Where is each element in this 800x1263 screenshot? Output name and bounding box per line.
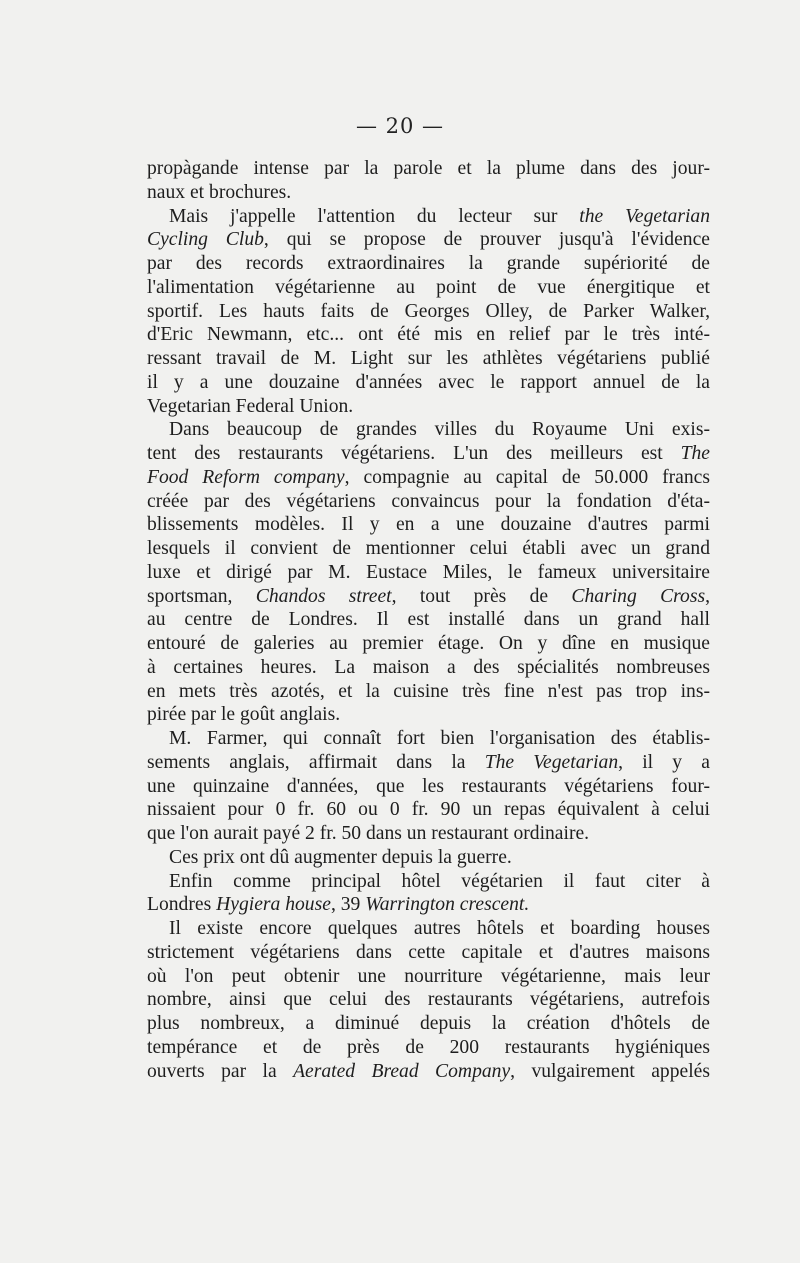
text-segment: Ces prix ont dû augmenter depuis la guerre.: [169, 846, 512, 868]
text-line: [147, 585, 710, 609]
text-segment: Enfin comme principal hôtel végétarien il faut citer à: [169, 870, 710, 892]
italic-text: The Vegetarian: [484, 751, 619, 773]
text-line: [147, 276, 710, 300]
text-segment: strictement végétariens dans cette capitale et d'autres maisons: [147, 941, 710, 963]
text-segment: au centre de Londres. Il est installé dans un grand hall: [147, 609, 710, 631]
text-segment: , tout près de: [391, 585, 572, 607]
text-segment: sements anglais, affirmait dans la: [147, 751, 485, 773]
text-segment: naux et brochures.: [147, 181, 292, 203]
italic-text: Cycling Club: [147, 229, 264, 251]
text-segment: , vulgairement appelés: [510, 1060, 710, 1082]
text-segment: M. Farmer, qui connaît fort bien l'organisation des établis-: [169, 728, 710, 749]
text-segment: pirée par le goût anglais.: [147, 704, 341, 726]
text-line: [147, 181, 710, 205]
text-line: [147, 965, 710, 989]
text-line: [147, 205, 710, 229]
text-segment: il y a une douzaine d'années avec le rapport annuel de la: [147, 371, 710, 393]
text-segment: entouré de galeries au premier étage. On y dîne en musique: [147, 633, 710, 654]
italic-text: Warrington crescent.: [365, 894, 530, 916]
italic-text: Chandos street: [255, 585, 392, 607]
text-segment: ,: [705, 585, 710, 607]
body-text: [147, 157, 710, 1083]
text-segment: , compagnie au capital de 50.000 francs: [344, 466, 710, 488]
text-line: [147, 418, 710, 442]
italic-text: Charing Cross: [571, 585, 706, 607]
text-segment: lesquels il convient de mentionner celui établi avec un grand: [147, 538, 710, 559]
text-line: [147, 775, 710, 799]
text-segment: , qui se propose de prouver jusqu'à l'évidence: [263, 229, 710, 251]
text-segment: Il existe encore quelques autres hôtels et boarding houses: [169, 918, 710, 939]
text-line: [147, 228, 710, 252]
text-line: [147, 893, 710, 917]
text-line: [147, 656, 710, 680]
text-line: [147, 941, 710, 965]
text-line: [147, 466, 710, 490]
text-segment: en mets très azotés, et la cuisine très fine n'est pas trop ins-: [147, 680, 710, 702]
text-line: [147, 727, 710, 751]
text-line: [147, 680, 710, 704]
text-line: [147, 561, 710, 585]
text-segment: , 39: [330, 894, 366, 916]
text-line: [147, 751, 710, 775]
text-segment: blissements modèles. Il y en a une douzaine d'autres parmi: [147, 514, 710, 536]
italic-text: Aerated Bread Company: [293, 1060, 511, 1082]
text-line: [147, 632, 710, 656]
text-segment: créée par des végétariens convaincus pour la fondation d'éta-: [147, 490, 710, 512]
text-segment: plus nombreux, a diminué depuis la création d'hôtels de: [147, 1013, 710, 1034]
text-segment: d'Eric Newmann, etc... ont été mis en relief par le très inté-: [147, 324, 710, 346]
text-segment: propàgande intense par la parole et la plume dans des jour-: [147, 158, 710, 179]
text-line: [147, 300, 710, 324]
text-segment: tempérance et de près de 200 restaurants hygiéniques: [147, 1036, 710, 1058]
text-segment: , il y a: [618, 751, 710, 773]
text-segment: Mais j'appelle l'attention du lecteur sur: [169, 205, 580, 227]
text-line: [147, 537, 710, 561]
text-segment: Dans beaucoup de grandes villes du Royaume Uni exis-: [169, 419, 710, 441]
text-line: [147, 870, 710, 894]
text-segment: sportsman,: [147, 585, 256, 607]
text-line: [147, 608, 710, 632]
text-line: [147, 1060, 710, 1084]
italic-text: the Vegetarian: [579, 205, 710, 227]
text-line: [147, 395, 710, 419]
text-segment: ressant travail de M. Light sur les athlètes végétariens publié: [147, 348, 710, 369]
text-line: [147, 1012, 710, 1036]
text-line: [147, 323, 710, 347]
text-segment: luxe et dirigé par M. Eustace Miles, le fameux universitaire: [147, 561, 710, 583]
text-line: [147, 490, 710, 514]
text-line: [147, 1036, 710, 1060]
text-line: [147, 513, 710, 537]
text-segment: l'alimentation végétarienne au point de vue énergitique et: [147, 276, 710, 298]
text-segment: Londres: [147, 894, 217, 916]
text-segment: sportif. Les hauts faits de Georges Olley, de Parker Walker,: [147, 300, 710, 322]
text-line: [147, 347, 710, 371]
text-segment: ouverts par la: [147, 1060, 294, 1082]
page-number: — 20 —: [355, 114, 445, 138]
text-line: [147, 798, 710, 822]
text-line: [147, 371, 710, 395]
text-line: [147, 846, 710, 870]
text-line: [147, 157, 710, 181]
italic-text: The: [680, 443, 710, 464]
text-segment: par des records extraordinaires la grande supériorité de: [147, 253, 710, 274]
text-segment: une quinzaine d'années, que les restaurants végétariens four-: [147, 775, 710, 797]
text-line: [147, 822, 710, 846]
text-line: [147, 703, 710, 727]
text-line: [147, 917, 710, 941]
italic-text: Hygiera house: [216, 894, 331, 916]
text-segment: Vegetarian Federal Union.: [147, 395, 354, 417]
text-line: [147, 442, 710, 466]
text-segment: où l'on peut obtenir une nourriture végétarienne, mais leur: [147, 965, 710, 987]
text-segment: nissaient pour 0 fr. 60 ou 0 fr. 90 un repas équivalent à celui: [147, 799, 710, 821]
text-segment: à certaines heures. La maison a des spécialités nombreuses: [147, 656, 710, 678]
italic-text: Food Reform company: [147, 466, 345, 488]
text-line: [147, 988, 710, 1012]
text-segment: que l'on aurait payé 2 fr. 50 dans un restaurant ordinaire.: [147, 823, 590, 844]
text-segment: tent des restaurants végétariens. L'un des meilleurs est: [147, 443, 681, 464]
text-segment: nombre, ainsi que celui des restaurants végétariens, autrefois: [147, 989, 710, 1011]
text-line: [147, 252, 710, 276]
